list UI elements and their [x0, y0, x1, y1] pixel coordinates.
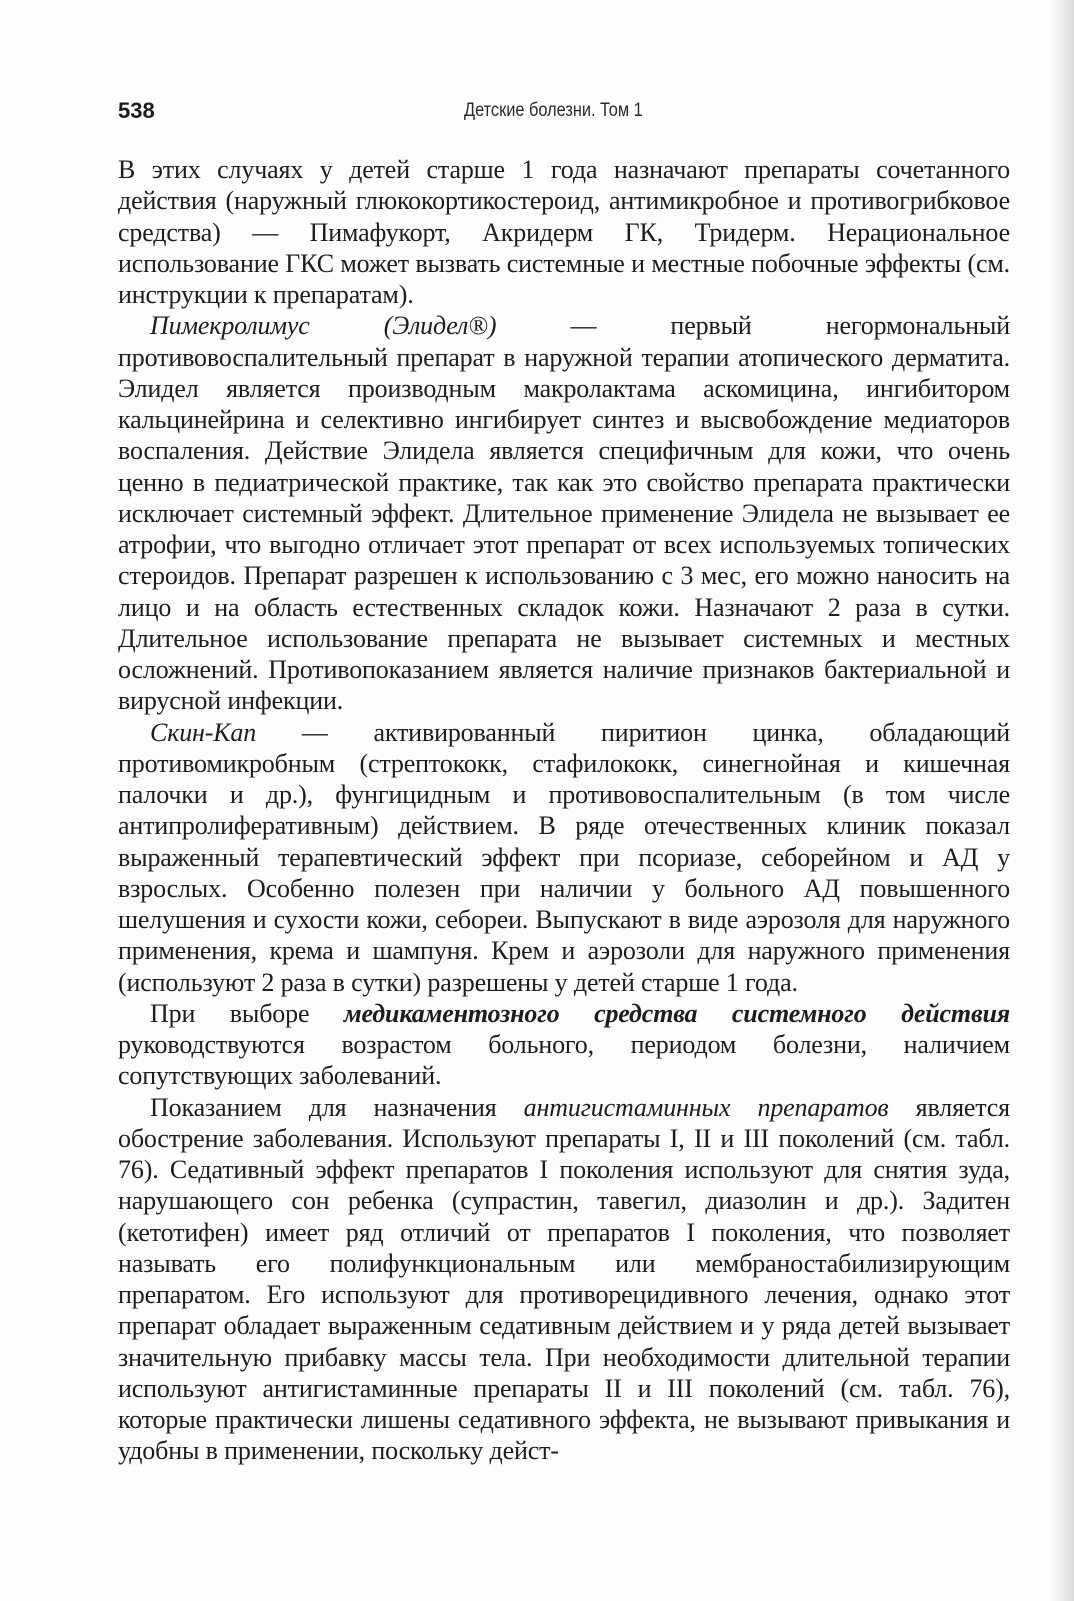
page-edge-shadow [1048, 0, 1074, 1601]
paragraph-text-after: руководствуются возрастом больного, периодом болезни, наличием сопутствующих заболеваний. [118, 1030, 1010, 1091]
paragraph-text: — активированный пиритион цинка, обладающий противомикробным (стрептококк, стафилококк, синегнойная и кишечная палочки и др.), фунгицидным и противовоспалительным (в том числе антипролиферативным) действием. В ряде отечественных клиник показал выраженный терапевтический эффект при псориазе, себорейном и АД у взрослых. Особенно полезен при наличии у больного АД повышенного шелушения и сухости кожи, себореи. Выпускают в виде аэрозоля для наружного применения, крема и шампуня. Крем и аэрозоли для наружного применения (используют 2 раза в сутки) разрешены у детей старше 1 года. [118, 717, 1010, 997]
paragraph-text-before: При выборе [150, 998, 344, 1028]
body-text [118, 154, 1010, 1467]
drug-name-skin-cap: Скин-Кап [150, 717, 257, 747]
paragraph-pimecrolimus [118, 310, 1010, 716]
drug-name-pimecrolimus: Пимекролимус (Элидел®) [150, 311, 497, 341]
page-number: 538 [118, 98, 155, 123]
paragraph-combined-preparations [118, 154, 1010, 310]
paragraph-text-after: является обострение заболевания. Используют препараты I, II и III поколений (см. табл. 76). Седативный эффект препаратов I поколения используют для снятия зуда, нарушающего сон ребенка (супрастин, тавегил, диазолин и др.). Задитен (кетотифен) имеет ряд отличий от препаратов I поколения, что позволяет называть его полифункциональным или мембраностабилизирующим препаратом. Его используют для противорецидивного лечения, однако этот препарат обладает выраженным седативным действием и у ряда детей вызывает значительную прибавку массы тела. При необходимости длительной терапии используют антигистаминные препараты II и III поколений (см. табл. 76), которые практически лишены седативного эффекта, не вызывают привыкания и удобны в применении, поскольку дейст- [118, 1092, 1010, 1466]
emphasis-systemic-therapy: медикаментозного средства системного действия [343, 998, 1010, 1028]
paragraph-skin-cap [118, 717, 1010, 998]
paragraph-systemic-therapy [118, 998, 1010, 1092]
paragraph-text-before: Показанием для назначения [150, 1092, 524, 1122]
emphasis-antihistamines: антигистаминных препаратов [523, 1092, 889, 1122]
paragraph-text: — первый негормональный противовоспалительный препарат в наружной терапии атопического дерматита. Элидел является производным макролактама аскомицина, ингибитором кальцинейрина и селективно ингибирует синтез и высвобождение медиаторов воспаления. Действие Элидела является специфичным для кожи, что очень ценно в педиатрической практике, так как это свойство препарата практически исключает системный эффект. Длительное применение Элидела не вызывает ее атрофии, что выгодно отличает этот препарат от всех используемых топических стероидов. Препарат разрешен к использованию с 3 мес, его можно наносить на лицо и на область естественных складок кожи. Назначают 2 раза в сутки. Длительное использование препарата не вызывает системных и местных осложнений. Противопоказанием является наличие признаков бактериальной и вирусной инфекции. [118, 311, 1010, 716]
paragraph-text: В этих случаях у детей старше 1 года назначают препараты сочетанного действия (наружный глюкокортикостероид, антимикробное и противогрибковое средства) — Пимафукорт, Акридерм ГК, Тридерм. Нерациональное использование ГКС может вызвать системные и местные побочные эффекты (см. инструкции к препаратам). [118, 155, 1010, 309]
book-title: Детские болезни. Том 1 [464, 100, 643, 121]
running-head [118, 98, 1012, 132]
paragraph-antihistamines [118, 1092, 1010, 1467]
